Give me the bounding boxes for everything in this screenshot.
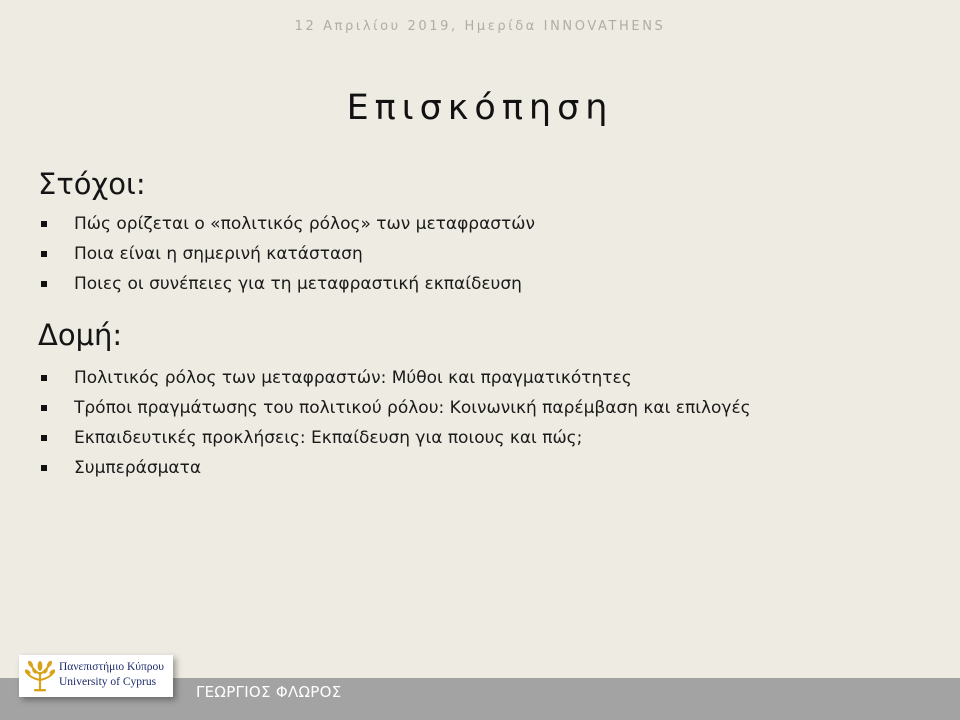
bullet-text: Συμπεράσματα (74, 458, 202, 478)
bullet-text: Πώς ορίζεται ο «πολιτικός ρόλος» των μεταφραστών (74, 214, 536, 234)
square-bullet-icon (41, 251, 47, 257)
bullet-text: Πολιτικός ρόλος των μεταφραστών: Μύθοι και πραγματικότητες (74, 368, 632, 388)
logo-text-english: University of Cyprus (59, 676, 157, 688)
bullet-text: Τρόποι πραγμάτωσης του πολιτικού ρόλου: Κοινωνική παρέμβαση και επιλογές (74, 398, 751, 418)
university-logo (19, 655, 173, 697)
structure-heading: Δομή: (38, 318, 123, 352)
bullet-text: Ποια είναι η σημερινή κατάσταση (74, 244, 363, 264)
slide-header: 12 Απριλίου 2019, Ημερίδα INNOVATHENS (294, 19, 666, 34)
square-bullet-icon (41, 435, 47, 441)
goals-heading: Στόχοι: (38, 167, 146, 201)
square-bullet-icon (41, 281, 47, 287)
bullet-text: Εκπαιδευτικές προκλήσεις: Εκπαίδευση για ποιους και πώς; (74, 428, 583, 448)
olive-branch-emblem-icon (25, 660, 55, 692)
footer-author: ΓΕΩΡΓΙΟΣ ΦΛΩΡΟΣ (196, 683, 342, 701)
bullet-text: Ποιες οι συνέπειες για τη μεταφραστική εκπαίδευση (74, 274, 522, 294)
square-bullet-icon (41, 375, 47, 381)
logo-text-greek: Πανεπιστήμιο Κύπρου (59, 661, 164, 673)
slide-title: Επισκόπηση (346, 88, 614, 128)
square-bullet-icon (41, 405, 47, 411)
square-bullet-icon (41, 465, 47, 471)
square-bullet-icon (41, 221, 47, 227)
